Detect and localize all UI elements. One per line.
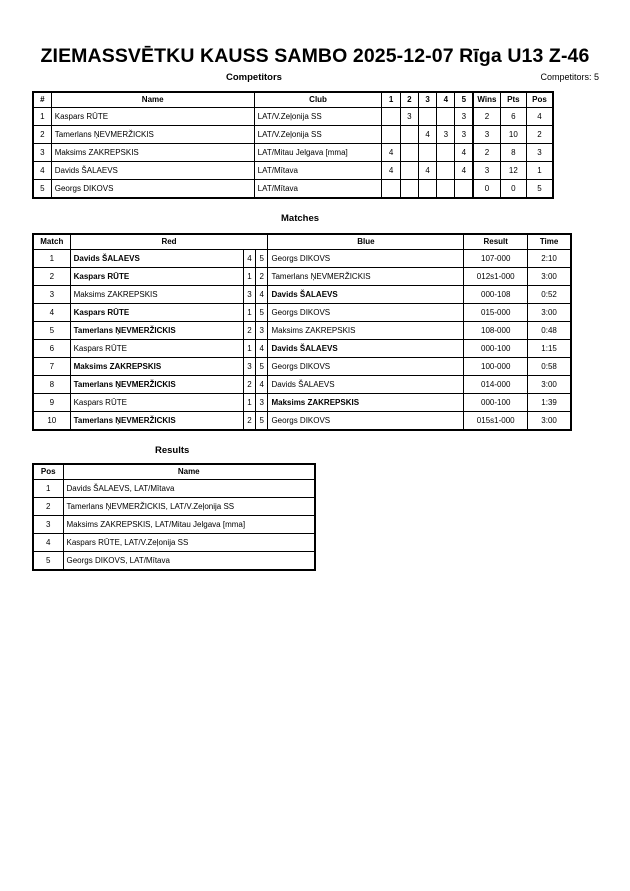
- competitor-wins: 3: [473, 126, 500, 144]
- score-cell: [400, 180, 418, 199]
- blue-competitor: Georgs DIKOVS: [268, 358, 464, 376]
- competitor-row: [33, 144, 553, 162]
- competitor-name: Tamerlans ŅEVMERŽICKIS: [51, 126, 254, 144]
- red-competitor: Kaspars RŪTE: [70, 268, 243, 286]
- result-row: [33, 552, 315, 571]
- blue-competitor: Tamerlans ŅEVMERŽICKIS: [268, 268, 464, 286]
- competitor-wins: 2: [473, 108, 500, 126]
- col-header: Name: [63, 464, 315, 480]
- result-row: [33, 480, 315, 498]
- match-row: [33, 286, 571, 304]
- score-cell: [400, 144, 418, 162]
- match-time: 1:39: [528, 394, 571, 412]
- score-cell: [400, 126, 418, 144]
- competitor-number: 1: [33, 108, 51, 126]
- blue-number: 4: [256, 286, 268, 304]
- red-number: 4: [243, 250, 255, 268]
- competitor-name: Davids ŠALAEVS: [51, 162, 254, 180]
- competitor-position: 1: [527, 162, 553, 180]
- competitors-count: Competitors: 5: [540, 72, 599, 82]
- competitor-name: Kaspars RŪTE: [51, 108, 254, 126]
- match-number: 3: [33, 286, 70, 304]
- competitor-points: 0: [500, 180, 526, 199]
- competitor-points: 8: [500, 144, 526, 162]
- red-competitor: Kaspars RŪTE: [70, 304, 243, 322]
- col-header: Club: [254, 92, 382, 108]
- col-header: 5: [455, 92, 473, 108]
- match-time: 3:00: [528, 304, 571, 322]
- blue-number: 5: [256, 358, 268, 376]
- red-number: 2: [243, 412, 255, 431]
- match-row: [33, 304, 571, 322]
- match-time: 1:15: [528, 340, 571, 358]
- competitor-points: 10: [500, 126, 526, 144]
- competitor-number: 3: [33, 144, 51, 162]
- results-header-row: [33, 464, 315, 480]
- score-cell: [382, 180, 400, 199]
- score-cell: 3: [437, 126, 455, 144]
- result-row: [33, 516, 315, 534]
- result-name: Kaspars RŪTE, LAT/V.Zeļonija SS: [63, 534, 315, 552]
- competitor-club: LAT/Mītava: [254, 180, 382, 199]
- match-result: 000-108: [464, 286, 528, 304]
- matches-table: [32, 233, 572, 431]
- match-result: 107-000: [464, 250, 528, 268]
- score-cell: [418, 180, 436, 199]
- col-header: Name: [51, 92, 254, 108]
- score-cell: 4: [382, 144, 400, 162]
- blue-competitor: Davids ŠALAEVS: [268, 286, 464, 304]
- competitors-header-row: [33, 92, 553, 108]
- match-number: 6: [33, 340, 70, 358]
- col-header: Wins: [473, 92, 500, 108]
- match-result: 000-100: [464, 340, 528, 358]
- col-header: 2: [400, 92, 418, 108]
- score-cell: [437, 144, 455, 162]
- match-result: 014-000: [464, 376, 528, 394]
- blue-competitor: Maksims ZAKREPSKIS: [268, 394, 464, 412]
- competitor-position: 3: [527, 144, 553, 162]
- red-competitor: Davids ŠALAEVS: [70, 250, 243, 268]
- match-number: 2: [33, 268, 70, 286]
- match-row: [33, 340, 571, 358]
- result-name: Davids ŠALAEVS, LAT/Mītava: [63, 480, 315, 498]
- blue-number: 5: [256, 412, 268, 431]
- competitors-heading: Competitors: [226, 72, 282, 83]
- score-cell: 4: [455, 162, 473, 180]
- blue-number: 4: [256, 376, 268, 394]
- competitor-club: LAT/V.Zeļonija SS: [254, 108, 382, 126]
- red-number: 3: [243, 286, 255, 304]
- match-number: 7: [33, 358, 70, 376]
- matches-header-row: [33, 234, 571, 250]
- score-cell: [437, 162, 455, 180]
- col-header: 1: [382, 92, 400, 108]
- red-competitor: Maksims ZAKREPSKIS: [70, 286, 243, 304]
- competitor-name: Georgs DIKOVS: [51, 180, 254, 199]
- result-name: Georgs DIKOVS, LAT/Mītava: [63, 552, 315, 571]
- red-competitor: Tamerlans ŅEVMERŽICKIS: [70, 412, 243, 431]
- competitor-position: 5: [527, 180, 553, 199]
- match-number: 8: [33, 376, 70, 394]
- competitor-wins: 3: [473, 162, 500, 180]
- score-cell: [418, 144, 436, 162]
- blue-competitor: Davids ŠALAEVS: [268, 376, 464, 394]
- match-time: 0:52: [528, 286, 571, 304]
- score-cell: 4: [382, 162, 400, 180]
- result-position: 1: [33, 480, 63, 498]
- match-time: 3:00: [528, 412, 571, 431]
- result-name: Maksims ZAKREPSKIS, LAT/Mitau Jelgava [mma]: [63, 516, 315, 534]
- col-header: #: [33, 92, 51, 108]
- match-number: 4: [33, 304, 70, 322]
- match-row: [33, 376, 571, 394]
- match-result: 108-000: [464, 322, 528, 340]
- score-cell: 3: [455, 126, 473, 144]
- blue-number: 5: [256, 250, 268, 268]
- score-cell: 4: [418, 162, 436, 180]
- match-row: [33, 394, 571, 412]
- competitor-club: LAT/Mītava: [254, 162, 382, 180]
- result-position: 5: [33, 552, 63, 571]
- competitor-row: [33, 108, 553, 126]
- match-result: 000-100: [464, 394, 528, 412]
- score-cell: [382, 108, 400, 126]
- red-number: 1: [243, 394, 255, 412]
- blue-competitor: Georgs DIKOVS: [268, 250, 464, 268]
- competitor-wins: 0: [473, 180, 500, 199]
- red-number: 1: [243, 268, 255, 286]
- blue-number: 2: [256, 268, 268, 286]
- competitor-number: 5: [33, 180, 51, 199]
- match-time: 2:10: [528, 250, 571, 268]
- red-number: 3: [243, 358, 255, 376]
- match-number: 1: [33, 250, 70, 268]
- col-header: 3: [418, 92, 436, 108]
- col-header: Pos: [527, 92, 553, 108]
- blue-number: 3: [256, 322, 268, 340]
- result-row: [33, 498, 315, 516]
- col-header: Result: [464, 234, 528, 250]
- competitor-points: 12: [500, 162, 526, 180]
- match-result: 012s1-000: [464, 268, 528, 286]
- match-number: 10: [33, 412, 70, 431]
- col-header: Red: [70, 234, 268, 250]
- red-competitor: Kaspars RŪTE: [70, 394, 243, 412]
- score-cell: [382, 126, 400, 144]
- result-position: 4: [33, 534, 63, 552]
- blue-competitor: Georgs DIKOVS: [268, 304, 464, 322]
- score-cell: 3: [400, 108, 418, 126]
- blue-number: 4: [256, 340, 268, 358]
- col-header: Pts: [500, 92, 526, 108]
- competitor-position: 2: [527, 126, 553, 144]
- match-row: [33, 268, 571, 286]
- blue-competitor: Georgs DIKOVS: [268, 412, 464, 431]
- competitor-row: [33, 180, 553, 199]
- match-row: [33, 412, 571, 431]
- match-time: 0:58: [528, 358, 571, 376]
- competitor-club: LAT/V.Zeļonija SS: [254, 126, 382, 144]
- match-row: [33, 250, 571, 268]
- score-cell: 3: [455, 108, 473, 126]
- competitor-row: [33, 162, 553, 180]
- competitor-wins: 2: [473, 144, 500, 162]
- match-row: [33, 358, 571, 376]
- score-cell: [418, 108, 436, 126]
- competitor-number: 2: [33, 126, 51, 144]
- match-row: [33, 322, 571, 340]
- match-result: 100-000: [464, 358, 528, 376]
- col-header: 4: [437, 92, 455, 108]
- red-competitor: Tamerlans ŅEVMERŽICKIS: [70, 322, 243, 340]
- match-time: 0:48: [528, 322, 571, 340]
- competitor-row: [33, 126, 553, 144]
- competitor-name: Maksims ZAKREPSKIS: [51, 144, 254, 162]
- match-number: 9: [33, 394, 70, 412]
- red-number: 1: [243, 304, 255, 322]
- score-cell: 4: [455, 144, 473, 162]
- red-competitor: Tamerlans ŅEVMERŽICKIS: [70, 376, 243, 394]
- blue-competitor: Maksims ZAKREPSKIS: [268, 322, 464, 340]
- red-competitor: Kaspars RŪTE: [70, 340, 243, 358]
- col-header: Pos: [33, 464, 63, 480]
- score-cell: 4: [418, 126, 436, 144]
- blue-competitor: Davids ŠALAEVS: [268, 340, 464, 358]
- competitor-position: 4: [527, 108, 553, 126]
- results-table: [32, 463, 316, 571]
- matches-heading: Matches: [281, 213, 320, 224]
- red-number: 2: [243, 322, 255, 340]
- col-header: Blue: [268, 234, 464, 250]
- competitor-number: 4: [33, 162, 51, 180]
- competitor-points: 6: [500, 108, 526, 126]
- match-result: 015s1-000: [464, 412, 528, 431]
- col-header: Match: [33, 234, 70, 250]
- score-cell: [437, 180, 455, 199]
- result-position: 3: [33, 516, 63, 534]
- col-header: Time: [528, 234, 571, 250]
- match-time: 3:00: [528, 268, 571, 286]
- competitors-table: [32, 91, 554, 199]
- match-result: 015-000: [464, 304, 528, 322]
- result-row: [33, 534, 315, 552]
- match-time: 3:00: [528, 376, 571, 394]
- blue-number: 3: [256, 394, 268, 412]
- red-number: 1: [243, 340, 255, 358]
- result-name: Tamerlans ŅEVMERŽICKIS, LAT/V.Zeļonija SS: [63, 498, 315, 516]
- result-position: 2: [33, 498, 63, 516]
- page-title: ZIEMASSVĒTKU KAUSS SAMBO 2025-12-07 Rīga U13 Z-46: [40, 45, 590, 67]
- red-number: 2: [243, 376, 255, 394]
- competitor-club: LAT/Mitau Jelgava [mma]: [254, 144, 382, 162]
- blue-number: 5: [256, 304, 268, 322]
- results-heading: Results: [155, 445, 190, 456]
- match-number: 5: [33, 322, 70, 340]
- score-cell: [400, 162, 418, 180]
- red-competitor: Maksims ZAKREPSKIS: [70, 358, 243, 376]
- score-cell: [437, 108, 455, 126]
- score-cell: [455, 180, 473, 199]
